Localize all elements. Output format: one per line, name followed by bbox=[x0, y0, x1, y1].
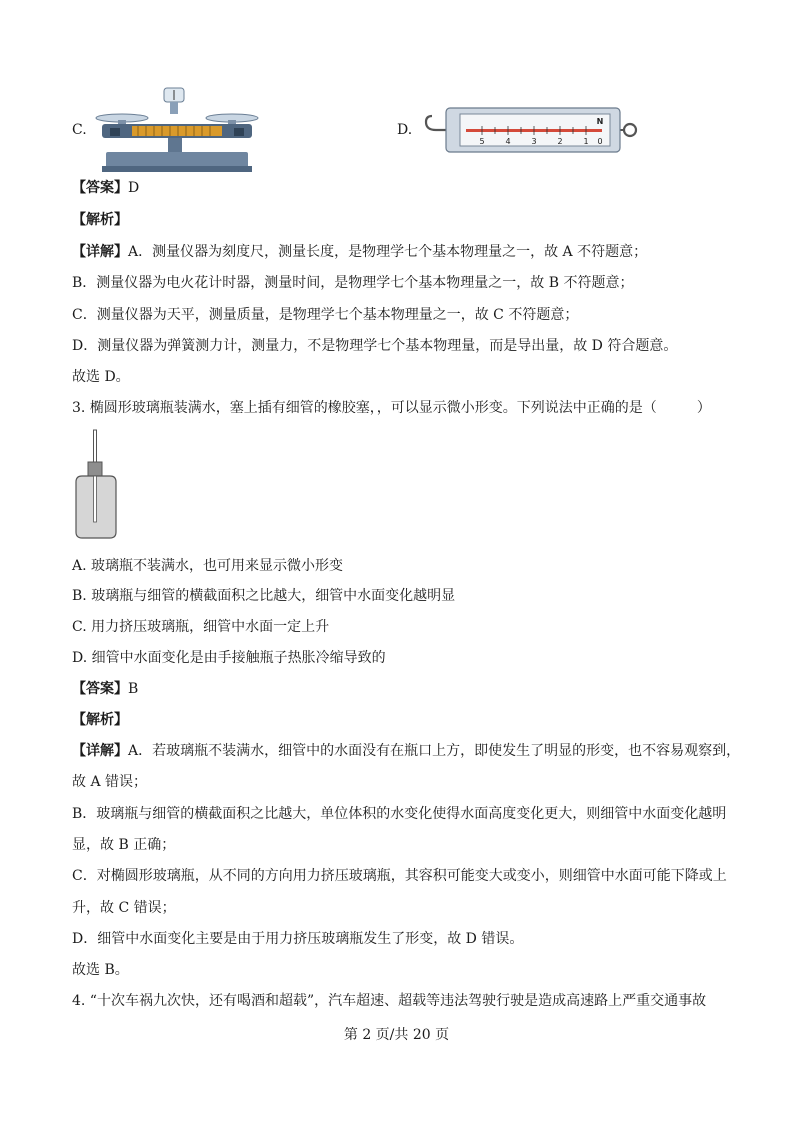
q3-detail-line: C．对椭圆形玻璃瓶，从不同的方向用力挤压玻璃瓶，其容积可能变大或变小，则细管中水面可能下降或上 bbox=[72, 868, 727, 884]
q3-stem-text: 3. 椭圆形玻璃瓶装满水，塞上插有细管的橡胶塞，，可以显示微小形变。下列说法中正确的是（ bbox=[72, 400, 657, 416]
detail-tag: 【详解】 bbox=[72, 743, 128, 759]
q3-option-a: A. 玻璃瓶不装满水，也可用来显示微小形变 bbox=[72, 558, 344, 574]
q3-detail-line: B．玻璃瓶与细管的横截面积之比越大，单位体积的水变化使得水面高度变化更大，则细管中水面变化越明 bbox=[72, 806, 727, 822]
scale-unit: N bbox=[596, 117, 604, 126]
q3-stem-paren: ） bbox=[696, 400, 711, 416]
answer-tag: 【答案】 bbox=[72, 180, 128, 196]
glass-bottle-image bbox=[72, 428, 122, 540]
scale-number: 5 bbox=[479, 137, 485, 146]
scale-number: 3 bbox=[531, 137, 537, 146]
q2-answer bbox=[72, 178, 139, 198]
q3-option-b: B. 玻璃瓶与细管的横截面积之比越大，细管中水面变化越明显 bbox=[72, 588, 456, 604]
q2-conclusion: 故选 D。 bbox=[72, 369, 130, 385]
q4-stem: 4. “十次车祸九次快，还有喝酒和超载”，汽车超速、超载等违法驾驶行驶是造成高速路上严重交通事故 bbox=[72, 993, 707, 1009]
q2-detail-line: C．测量仪器为天平，测量质量，是物理学七个基本物理量之一，故 C 不符题意； bbox=[72, 307, 579, 323]
q2-detail-line bbox=[72, 242, 647, 262]
balance-scale-image bbox=[92, 74, 262, 174]
q3-detail-line: 升，故 C 错误； bbox=[72, 900, 176, 916]
answer-tag: 【答案】 bbox=[72, 681, 128, 697]
q3-detail-line: 显，故 B 正确； bbox=[72, 837, 176, 853]
answer-value: D bbox=[128, 180, 140, 196]
q3-conclusion: 故选 B。 bbox=[72, 962, 129, 978]
q2-detail-line: D．测量仪器为弹簧测力计，测量力，不是物理学七个基本物理量，而是导出量，故 D 符合题意。 bbox=[72, 338, 678, 354]
q2-detail-line: B．测量仪器为电火花计时器，测量时间，是物理学七个基本物理量之一，故 B 不符题意； bbox=[72, 275, 634, 291]
q3-option-d: D. 细管中水面变化是由手接触瓶子热胀冷缩导致的 bbox=[72, 650, 386, 666]
scale-number: 0 bbox=[597, 137, 603, 146]
q3-option-c: C. 用力挤压玻璃瓶，细管中水面一定上升 bbox=[72, 619, 330, 635]
q3-answer bbox=[72, 679, 138, 699]
page-footer: 第 2 页/共 20 页 bbox=[343, 1027, 450, 1043]
option-d-label: D. bbox=[397, 122, 413, 138]
spring-scale-image bbox=[416, 104, 640, 156]
q3-detail-line: 故 A 错误； bbox=[72, 774, 148, 790]
detail-text: A．若玻璃瓶不装满水，细管中的水面没有在瓶口上方，即使发生了明显的形变，也不容易观察到， bbox=[128, 743, 741, 759]
scale-number: 1 bbox=[583, 137, 589, 146]
option-c-label: C. bbox=[72, 122, 87, 138]
detail-tag: 【详解】 bbox=[72, 244, 128, 260]
q2-analysis-tag: 【解析】 bbox=[72, 212, 128, 228]
scale-number: 4 bbox=[505, 137, 511, 146]
q3-analysis-tag: 【解析】 bbox=[72, 712, 128, 728]
scale-number: 2 bbox=[557, 137, 563, 146]
detail-text: A．测量仪器为刻度尺，测量长度，是物理学七个基本物理量之一，故 A 不符题意； bbox=[128, 244, 648, 260]
q3-detail-line bbox=[72, 741, 740, 761]
answer-value: B bbox=[128, 681, 139, 697]
q3-detail-line: D．细管中水面变化主要是由于用力挤压玻璃瓶发生了形变，故 D 错误。 bbox=[72, 931, 524, 947]
q3-stem bbox=[72, 398, 711, 418]
